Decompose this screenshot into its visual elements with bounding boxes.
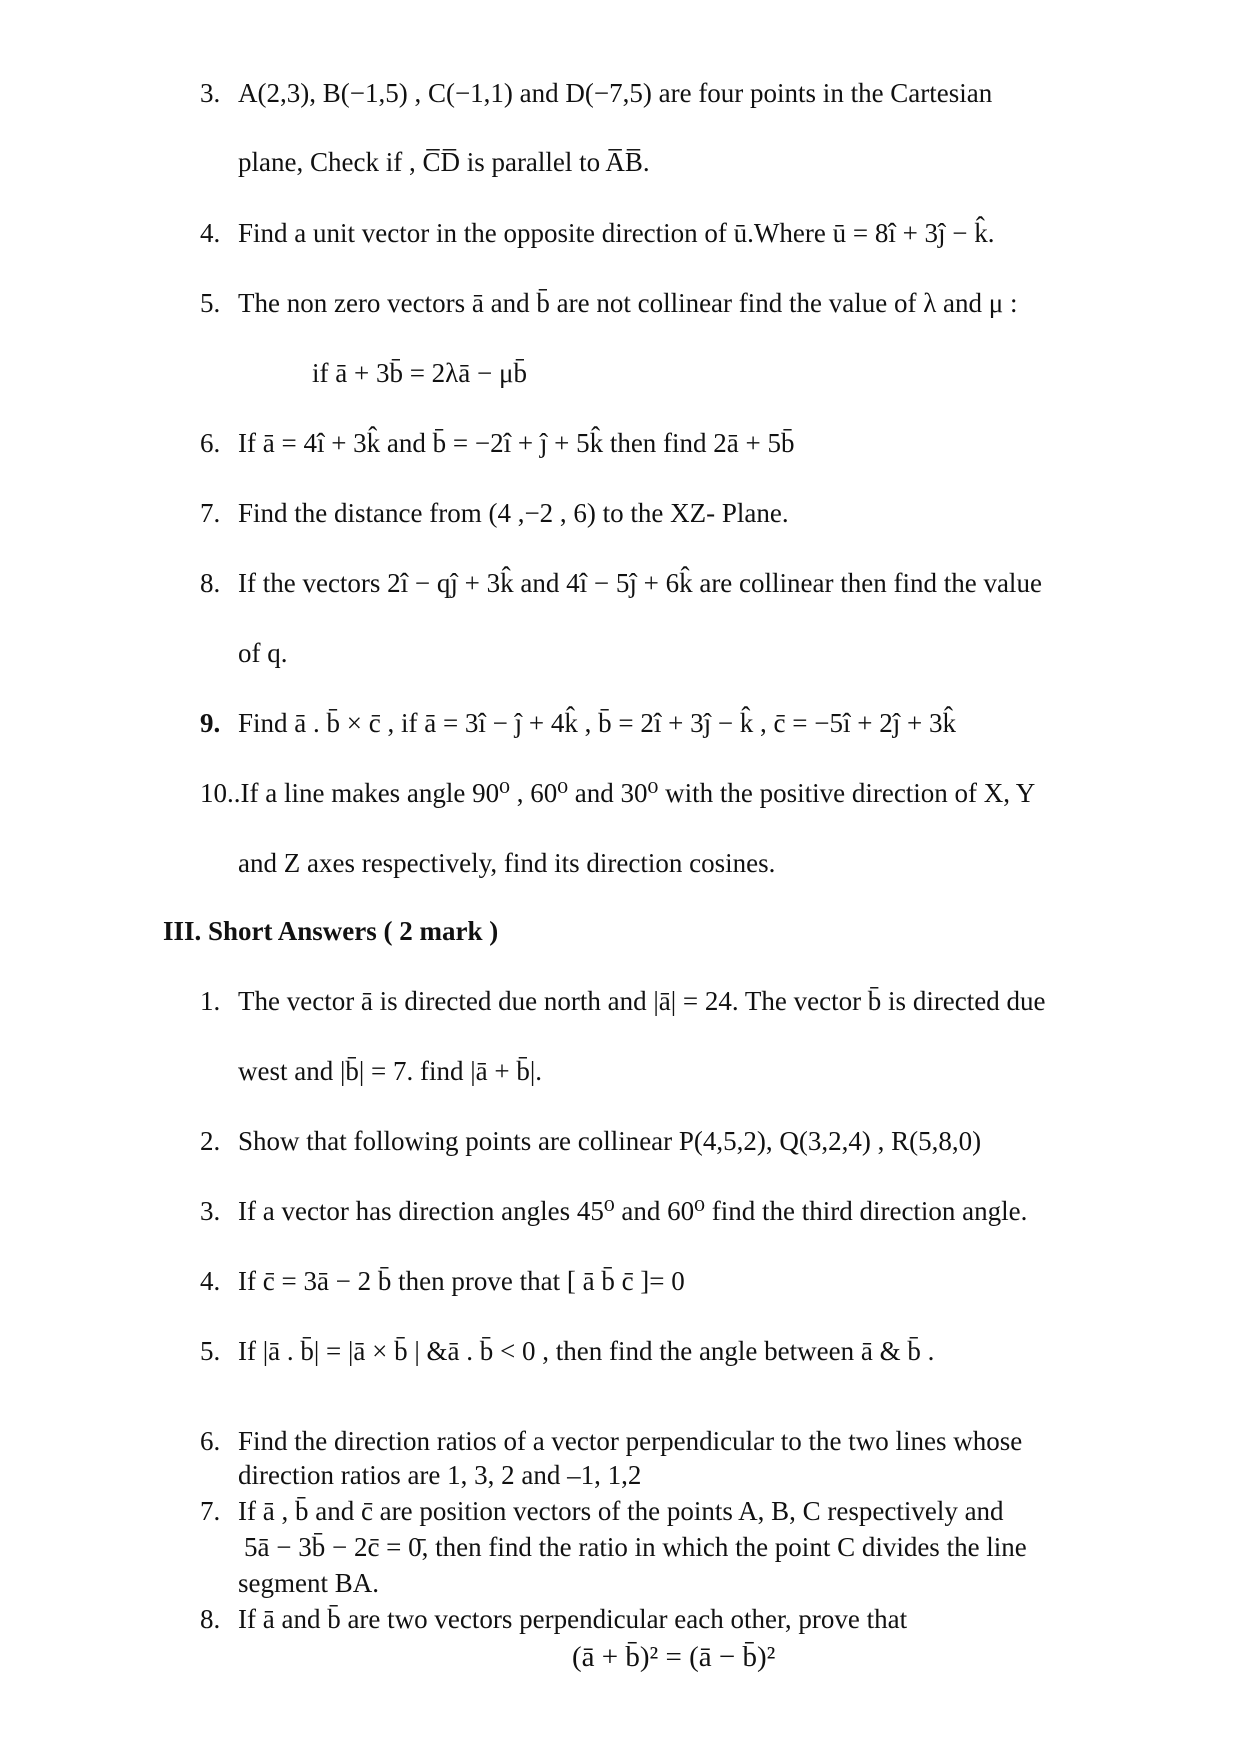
question-number: 8. bbox=[200, 568, 221, 598]
question-text: if ā + 3b̄ = 2λā − μb̄ bbox=[312, 358, 527, 388]
section-heading: III. Short Answers ( 2 mark ) bbox=[163, 916, 499, 946]
question-number: 7. bbox=[200, 1496, 221, 1526]
question-number: 8. bbox=[200, 1604, 221, 1634]
question-text: If |ā . b̄| = |ā × b̄ | &ā . b̄ < 0 , then find the angle between ā & b̄ . bbox=[238, 1336, 935, 1366]
question-text: The non zero vectors ā and b̄ are not collinear find the value of λ and μ : bbox=[238, 288, 1018, 318]
question-text: Show that following points are collinear P(4,5,2), Q(3,2,4) , R(5,8,0) bbox=[238, 1126, 982, 1156]
question-number: 1. bbox=[200, 986, 221, 1016]
question-text: If a vector has direction angles 45⁰ and 60⁰ find the third direction angle. bbox=[238, 1196, 1028, 1226]
question-number: 9. bbox=[200, 708, 221, 738]
question-text: Find the direction ratios of a vector perpendicular to the two lines whose bbox=[238, 1426, 1023, 1456]
question-text: If ā , b̄ and c̄ are position vectors of the points A, B, C respectively and bbox=[238, 1496, 1004, 1526]
question-text: west and |b̄| = 7. find |ā + b̄|. bbox=[238, 1056, 543, 1086]
question-text: A(2,3), B(−1,5) , C(−1,1) and D(−7,5) are four points in the Cartesian bbox=[238, 78, 993, 108]
question-text: 10..If a line makes angle 90⁰ , 60⁰ and 30⁰ with the positive direction of X, Y bbox=[200, 778, 1036, 808]
question-text: 5ā − 3b̄ − 2c̄ = 0̄, then find the ratio in which the point C divides the line bbox=[244, 1532, 1027, 1562]
question-text: Find the distance from (4 ,−2 , 6) to the XZ- Plane. bbox=[238, 498, 789, 528]
question-text: If the vectors 2î − qĵ + 3k̂ and 4î − 5ĵ + 6k̂ are collinear then find the value bbox=[238, 568, 1042, 598]
question-text: segment BA. bbox=[238, 1568, 379, 1598]
question-number: 7. bbox=[200, 498, 221, 528]
question-text: Find ā . b̄ × c̄ , if ā = 3î − ĵ + 4k̂ , b̄ = 2î + 3ĵ − k̂ , c̄ = −5î + 2ĵ + 3k̂ bbox=[238, 708, 956, 738]
question-number: 3. bbox=[200, 78, 221, 108]
question-text: direction ratios are 1, 3, 2 and –1, 1,2 bbox=[238, 1460, 642, 1490]
question-number: 6. bbox=[200, 1426, 221, 1456]
question-text: and Z axes respectively, find its direction cosines. bbox=[238, 848, 776, 878]
question-text: If c̄ = 3ā − 2 b̄ then prove that [ ā b̄ c̄ ]= 0 bbox=[238, 1266, 685, 1296]
question-text: Find a unit vector in the opposite direction of ū.Where ū = 8î + 3ĵ − k̂. bbox=[238, 218, 995, 248]
question-number: 5. bbox=[200, 1336, 221, 1366]
question-number: 3. bbox=[200, 1196, 221, 1226]
question-number: 4. bbox=[200, 1266, 221, 1296]
question-text: If ā = 4î + 3k̂ and b̄ = −2î + ĵ + 5k̂ then find 2ā + 5b̄ bbox=[238, 428, 795, 458]
question-text: plane, Check if , C̅D̅ is parallel to A̅B̅. bbox=[238, 147, 650, 177]
question-number: 5. bbox=[200, 288, 221, 318]
question-text: The vector ā is directed due north and |ā| = 24. The vector b̄ is directed due bbox=[238, 986, 1046, 1016]
question-formula: (ā + b̄)² = (ā − b̄)² bbox=[572, 1641, 776, 1673]
question-number: 6. bbox=[200, 428, 221, 458]
question-number: 4. bbox=[200, 218, 221, 248]
question-number: 2. bbox=[200, 1126, 221, 1156]
question-text: If ā and b̄ are two vectors perpendicular each other, prove that bbox=[238, 1604, 908, 1634]
question-text: of q. bbox=[238, 638, 288, 668]
